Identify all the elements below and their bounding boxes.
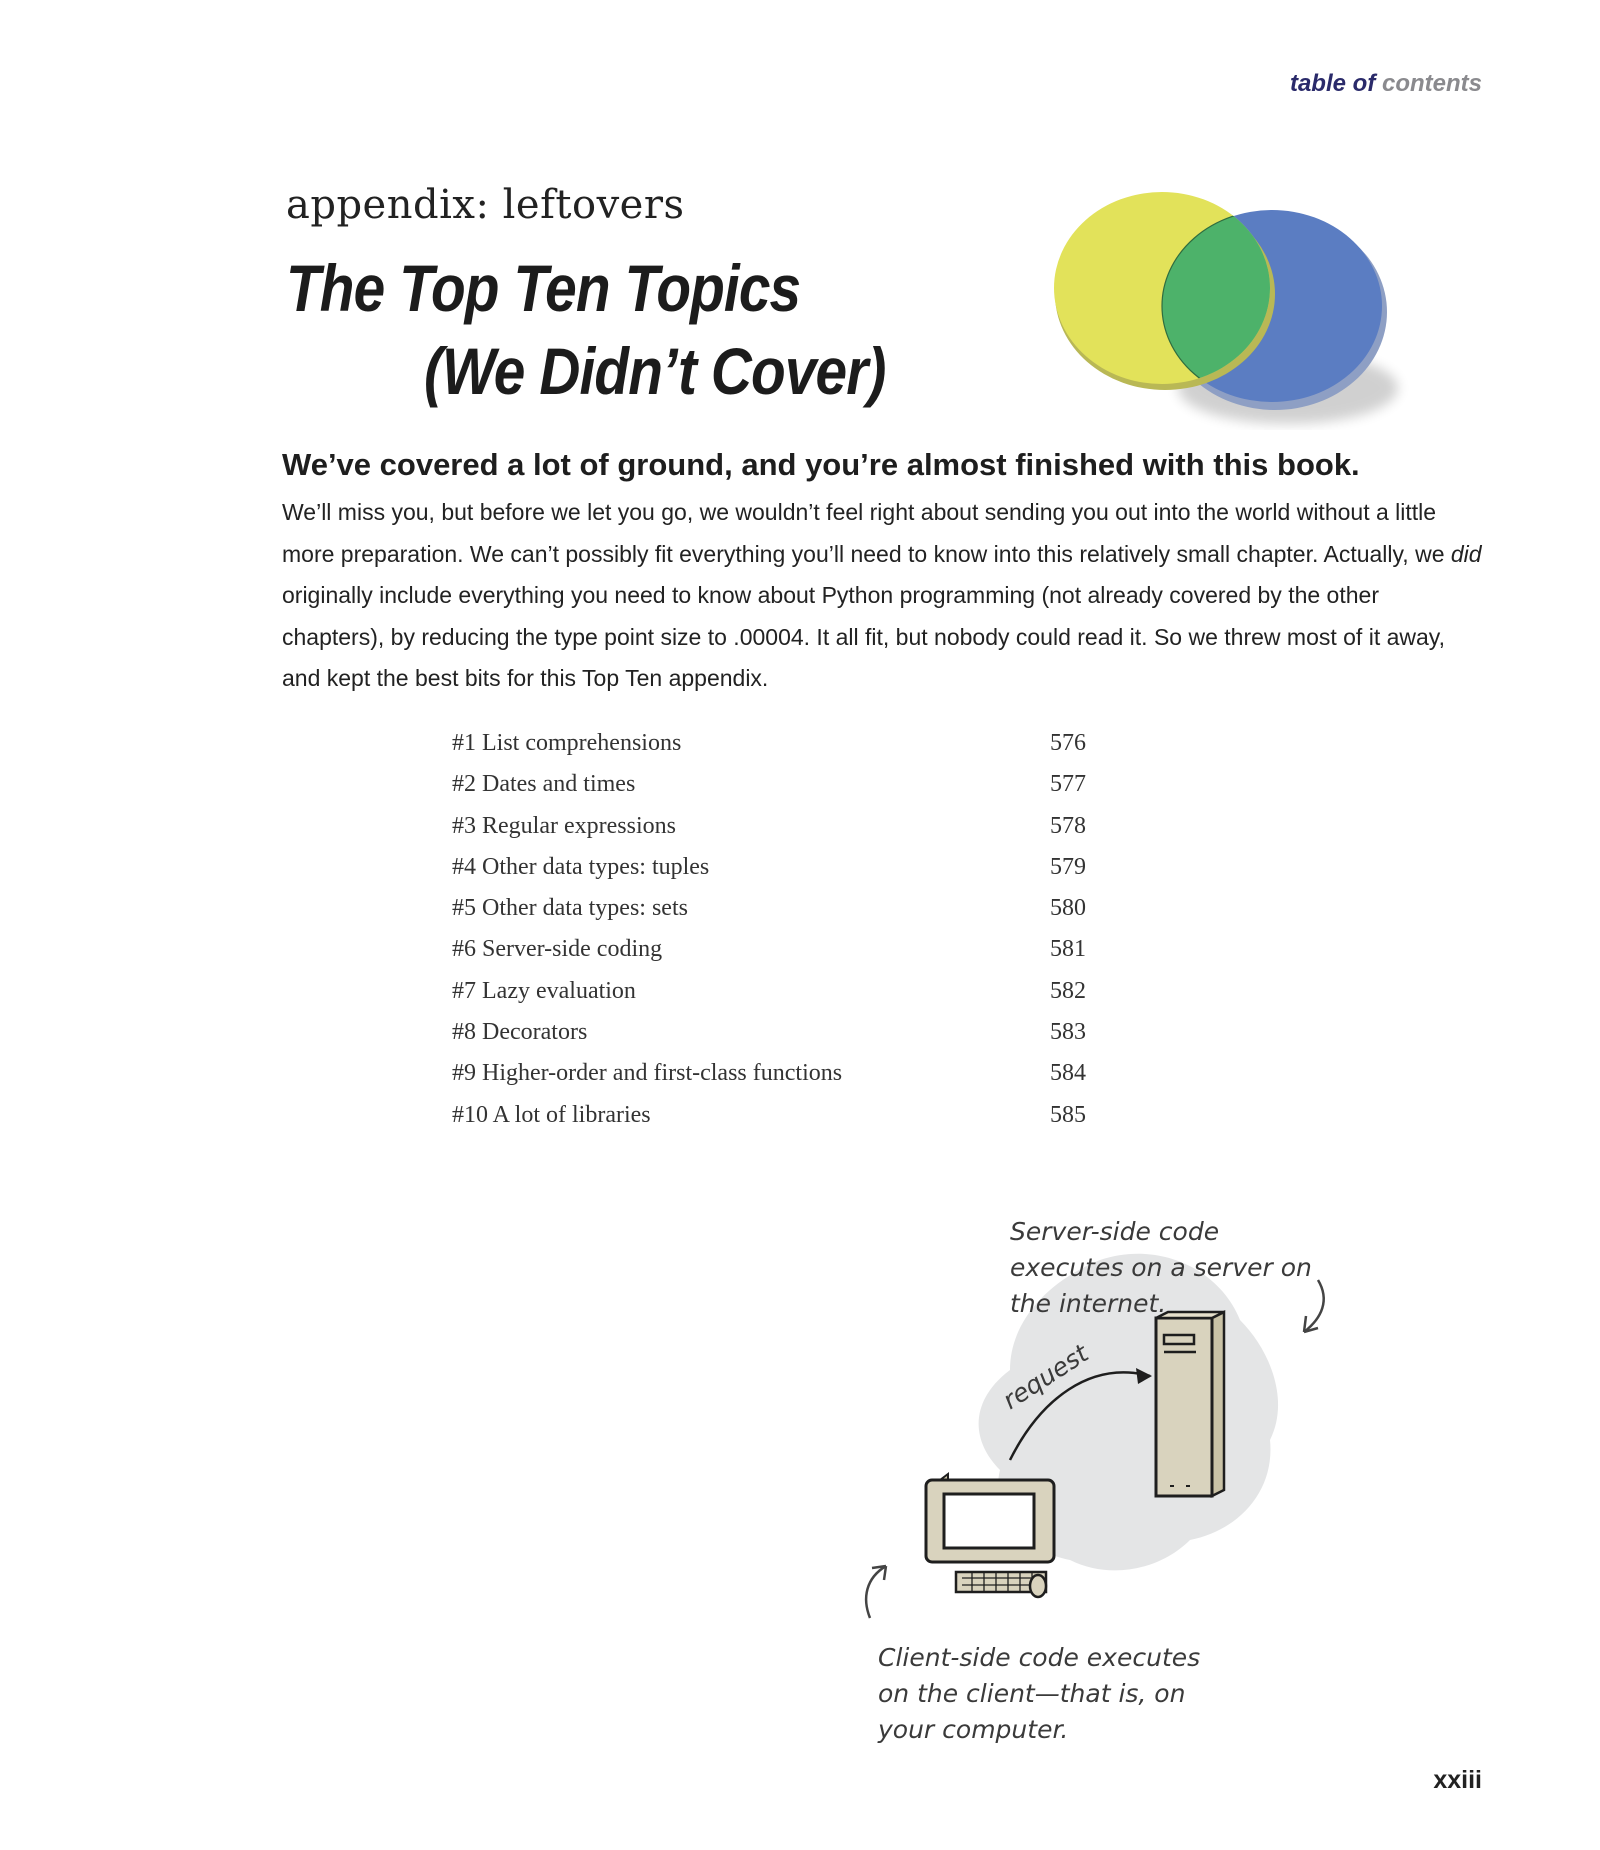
toc-entry-title: #1 List comprehensions bbox=[452, 730, 682, 756]
page-number: xxiii bbox=[1433, 1766, 1482, 1794]
server-tower-icon bbox=[1156, 1312, 1224, 1496]
toc-entry-title: #10 A lot of libraries bbox=[452, 1101, 651, 1128]
chapter-title-line-2: (We Didn’t Cover) bbox=[424, 334, 886, 408]
toc-page-number: 582 bbox=[1050, 977, 1086, 1004]
toc-page-number: 580 bbox=[1050, 895, 1086, 922]
running-header bbox=[1290, 70, 1482, 98]
header-word-table: table bbox=[1289, 70, 1346, 97]
intro-emphasis: did bbox=[1450, 540, 1482, 567]
toc-row[interactable] bbox=[452, 771, 1102, 812]
client-computer-icon bbox=[926, 1474, 1054, 1597]
toc-page-number: 576 bbox=[1050, 730, 1086, 756]
toc-page-number: 585 bbox=[1050, 1101, 1086, 1128]
server-note-arrow-icon bbox=[1304, 1280, 1324, 1332]
toc-entry-title: #7 Lazy evaluation bbox=[452, 977, 636, 1004]
toc-entry-title: #5 Other data types: sets bbox=[452, 895, 688, 922]
toc-page-number: 577 bbox=[1050, 771, 1086, 798]
toc-list bbox=[452, 730, 1102, 1143]
toc-page-number: 584 bbox=[1050, 1060, 1086, 1087]
client-note-arrow-icon bbox=[866, 1566, 886, 1618]
toc-row[interactable] bbox=[452, 978, 1102, 1019]
intro-paragraph bbox=[282, 492, 1482, 700]
toc-entry-title: #8 Decorators bbox=[452, 1019, 588, 1046]
toc-row[interactable] bbox=[452, 1019, 1102, 1060]
client-server-diagram bbox=[860, 1200, 1420, 1760]
chapter-title-line-1: The Top Ten Topics bbox=[286, 251, 801, 325]
client-note-line-2: on the client—that is, on bbox=[878, 1679, 1186, 1708]
intro-text-part-2: originally include everything you need to know about Python programming (not already covered by the other chapters), by reducing the type point size to .00004. It all fit, but nobody could read it. So we threw most of it away, and kept the best bits for this Top Ten appendix. bbox=[282, 582, 1445, 692]
toc-entry-title: #6 Server-side coding bbox=[452, 936, 663, 963]
server-note-line-3: the internet. bbox=[1010, 1289, 1167, 1318]
toc-entry-title: #4 Other data types: tuples bbox=[452, 853, 710, 880]
server-note-line-2: executes on a server on bbox=[1010, 1253, 1312, 1282]
toc-page-number: 579 bbox=[1050, 853, 1086, 880]
venn-diagram-illustration bbox=[1040, 180, 1420, 430]
toc-row[interactable] bbox=[452, 895, 1102, 936]
request-label: request bbox=[997, 1338, 1094, 1416]
toc-row[interactable] bbox=[452, 813, 1102, 854]
header-word-of: of bbox=[1352, 70, 1376, 97]
client-note-line-1: Client-side code executes bbox=[878, 1643, 1201, 1672]
toc-page-number: 583 bbox=[1050, 1019, 1086, 1046]
lead-sentence: We’ve covered a lot of ground, and you’re almost finished with this book. bbox=[282, 447, 1360, 482]
appendix-label: appendix: leftovers bbox=[286, 182, 685, 228]
server-note-line-1: Server-side code bbox=[1010, 1217, 1220, 1246]
toc-row[interactable] bbox=[452, 730, 1102, 771]
header-word-contents: contents bbox=[1381, 70, 1482, 97]
toc-page-number: 581 bbox=[1050, 936, 1086, 963]
toc-row[interactable] bbox=[452, 1060, 1102, 1101]
toc-page-number: 578 bbox=[1050, 812, 1086, 839]
toc-row[interactable] bbox=[452, 854, 1102, 895]
intro-text-part-1: We’ll miss you, but before we let you go, we wouldn’t feel right about sending you out into the world without a little more preparation. We can’t possibly fit everything you’ll need to know into this relatively small chapter. Actually, we bbox=[282, 499, 1451, 567]
toc-row[interactable] bbox=[452, 936, 1102, 977]
client-note-line-3: your computer. bbox=[878, 1715, 1069, 1744]
toc-entry-title: #3 Regular expressions bbox=[452, 812, 676, 839]
toc-row[interactable] bbox=[452, 1102, 1102, 1143]
toc-entry-title: #9 Higher-order and first-class functions bbox=[452, 1060, 843, 1087]
toc-entry-title: #2 Dates and times bbox=[452, 771, 636, 798]
